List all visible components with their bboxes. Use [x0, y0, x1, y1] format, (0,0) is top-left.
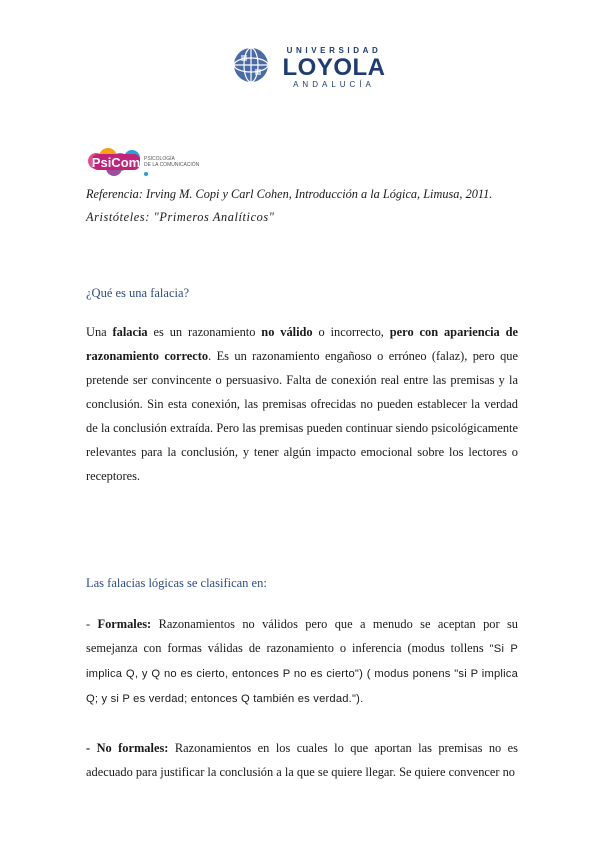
psicom-name: PsiCom [91, 155, 141, 170]
paragraph-falacia-definition [86, 320, 518, 488]
text-run: Razonamientos en los cuales lo que aportan las premisas no es adecuado para justificar la conclusión a la que se quiere llegar. Se quiere convencer no [86, 741, 518, 779]
university-logo [232, 46, 392, 92]
text-run: . Es un razonamiento engañoso o erróneo (falaz), pero que pretende ser convincente o persuasivo. Falta de conexión real entre las premisas y la conclusión. Sin esta conexión, las premisas ofrecidas no pueden establecer la verdad de la conclusión extraída. Pero las premisas pueden continuar siendo psicológicamente relevantes para la conclusión, y tener algún impacto emocional sobre los lectores o receptores. [86, 349, 518, 483]
section-heading-clasificacion: Las falacias lógicas se clasifican en: [86, 576, 267, 590]
bold-term-apariencia: pero con apariencia de razonamiento correcto [86, 325, 519, 363]
bold-term-falacia: falacia [112, 325, 148, 339]
psicom-subtitle-1: PSICOLOGÍA [144, 156, 175, 162]
bold-term-no-valido: no válido [261, 325, 313, 339]
paragraph-formales [86, 612, 518, 711]
paragraph-no-formales [86, 736, 518, 784]
list-dash: - [86, 617, 98, 631]
university-top-text: UNIVERSIDAD [286, 46, 382, 55]
psicom-logo [86, 146, 218, 180]
text-run: Una [86, 325, 113, 339]
reference-line: Referencia: Irving M. Copi y Carl Cohen, Introducción a la Lógica, Limusa, 2011. [86, 187, 493, 201]
university-bottom-text: ANDALUCÍA [293, 80, 375, 89]
university-main-text: LOYOLA [282, 54, 386, 81]
text-run: o incorrecto, [312, 325, 390, 339]
twitter-icon [144, 172, 148, 176]
logic-example: "Si P implica Q, y Q no es cierto, entonces P no es cierto") ( modus ponens "si P implica Q; y si P es verdad; entonces Q también es verdad."). [86, 643, 518, 705]
bold-term-formales: Formales: [97, 617, 152, 631]
list-dash: - [86, 741, 97, 755]
section-heading-falacia: ¿Qué es una falacia? [86, 286, 190, 300]
aristoteles-line: Aristóteles: "Primeros Analíticos" [86, 210, 275, 224]
bold-term-no-formales: No formales: [96, 741, 169, 755]
psicom-subtitle-2: DE LA COMUNICACIÓN [144, 162, 200, 168]
text-run: Razonamientos no válidos pero que a menudo se aceptan por su semejanza con formas válidas de razonamiento o inferencia (modus tollens [86, 617, 518, 655]
text-run: es un razonamiento [147, 325, 262, 339]
globe-icon [232, 46, 270, 84]
